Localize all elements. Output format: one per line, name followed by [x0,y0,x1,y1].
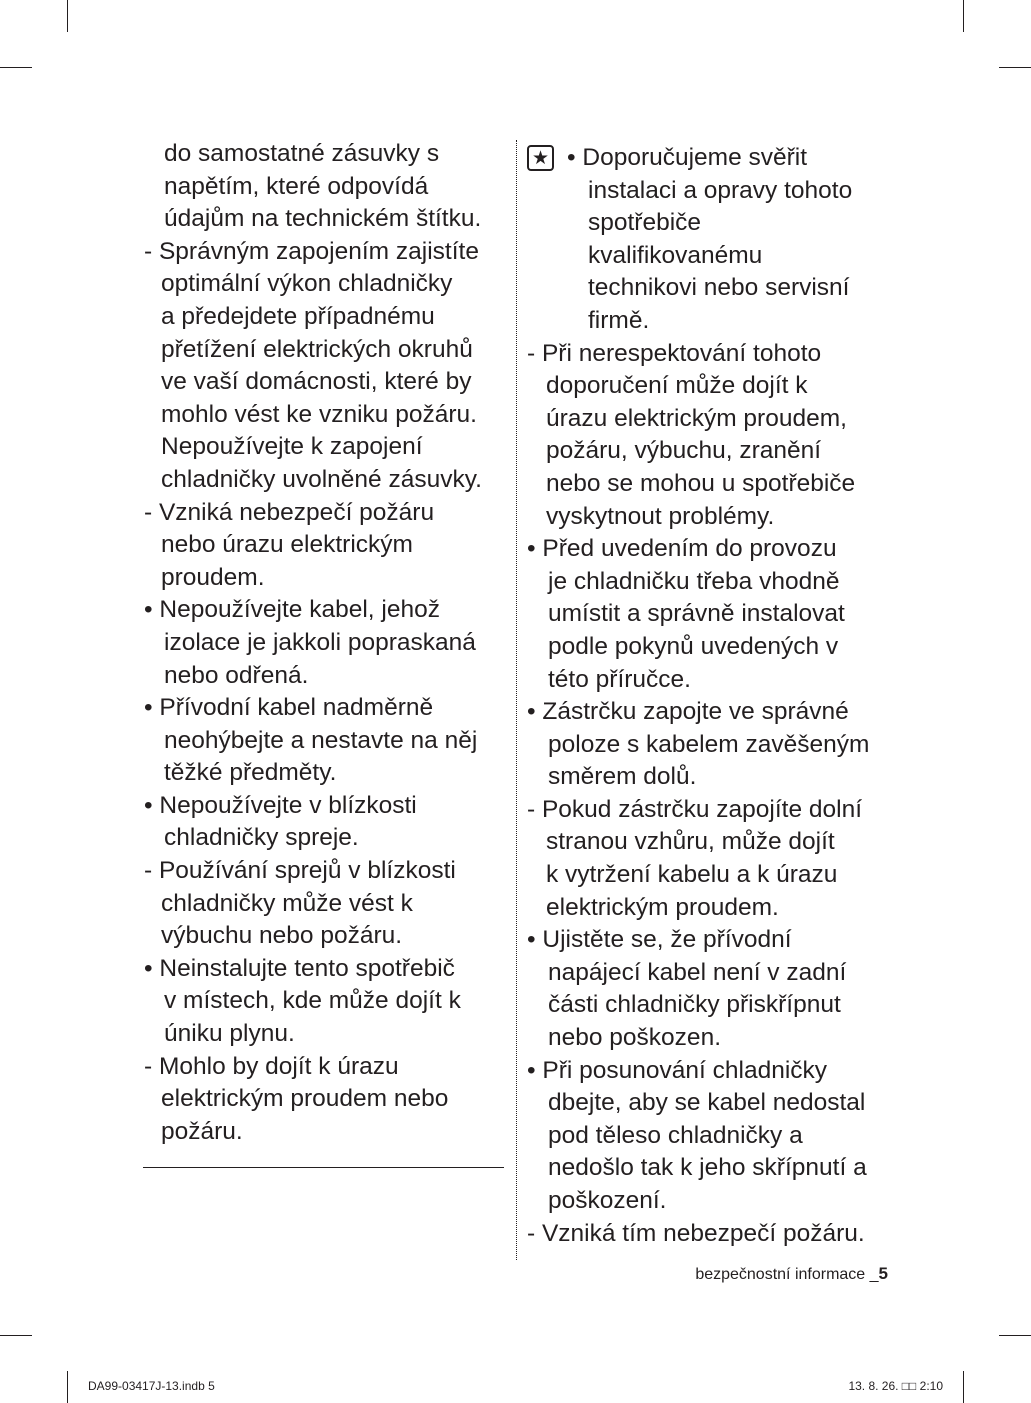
text-line: chladničky může vést k [161,889,413,917]
dash-item: - Při nerespektování tohoto [527,339,822,367]
text-line: kvalifikovanému [588,241,763,269]
text-line: neohýbejte a nestavte na něj [164,726,478,754]
text-line: doporučení může dojít k [546,372,808,400]
text-line: výbuchu nebo požáru. [161,922,403,950]
text-line: chladničky uvolněné zásuvky. [161,465,482,493]
dash-item: - Vzniká nebezpečí požáru [144,498,435,526]
text-line: do samostatné zásuvky s [164,140,440,167]
bullet-item: • Ujistěte se, že přívodní [527,926,792,954]
text-line: těžké předměty. [164,759,337,787]
dash-item: - Pokud zástrčku zapojíte dolní [527,795,863,823]
text-line: poloze s kabelem zavěšeným [548,730,870,758]
text-line: k vytržení kabelu a k úrazu [546,861,838,889]
bullet-item: • Přívodní kabel nadměrně [144,694,434,722]
crop-mark [999,1335,1031,1336]
text-line: této příručce. [548,665,691,693]
dash-item: - Používání sprejů v blízkosti [144,857,456,885]
crop-mark [963,1371,964,1403]
text-line: napájecí kabel není v zadní [548,958,847,986]
dash-item: - Mohlo by dojít k úrazu [144,1052,399,1080]
text-line: chladničky spreje. [164,824,359,852]
text-line: izolace je jakkoli popraskaná [164,628,476,656]
text-line: části chladničky přiskřípnut [548,991,841,1019]
text-line: v místech, kde může dojít k [164,987,461,1015]
right-column [527,142,907,1250]
text-line: elektrickým proudem nebo [161,1085,449,1113]
text-line: pod těleso chladničky a [548,1121,803,1149]
page-footer [695,1264,888,1284]
text-line: nebo poškozen. [548,1024,721,1052]
text-line: Nepoužívejte k zapojení [161,433,423,461]
crop-mark [0,67,32,68]
page-number: 5 [878,1264,888,1283]
text-line: instalaci a opravy tohoto [588,176,853,204]
star-icon: ★ [527,145,554,171]
text-line: směrem dolů. [548,763,697,791]
column-separator [516,140,517,1260]
text-line: stranou vzhůru, může dojít [546,828,835,856]
dash-item: - Vzniká tím nebezpečí požáru. [527,1219,865,1247]
crop-mark [67,0,68,32]
bullet-item: • Zástrčku zapojte ve správné [527,698,849,726]
text-line: dbejte, aby se kabel nedostal [548,1089,866,1117]
text-line: nebo úrazu elektrickým [161,531,413,559]
text-line: optimální výkon chladničky [161,270,453,298]
text-line: umístit a správně instalovat [548,600,845,628]
text-line: požáru, výbuchu, zranění [546,437,822,465]
crop-mark [67,1371,68,1403]
text-line: spotřebiče [588,209,702,237]
bullet-item: • Nepoužívejte v blízkosti [144,791,417,819]
column-end-divider [143,1167,504,1168]
text-line: úrazu elektrickým proudem, [546,404,847,432]
bullet-item [527,142,907,175]
text-line: elektrickým proudem. [546,893,779,921]
text-line: poškození. [548,1187,667,1214]
crop-mark [999,67,1031,68]
text-line: a předejdete případnému [161,302,435,330]
dash-item: - Správným zapojením zajistíte [144,237,479,265]
text-line: je chladničku třeba vhodně [548,567,840,595]
text-line: napětím, které odpovídá [164,172,429,200]
text-line: proudem. [161,563,265,591]
text-line: ve vaší domácnosti, které by [161,368,472,396]
text-line: nedošlo tak k jeho skřípnutí a [548,1154,867,1182]
bullet-item: • Neinstalujte tento spotřebič [144,954,455,982]
text-line: nebo odřená. [164,661,309,689]
section-label: bezpečnostní informace _ [695,1266,879,1283]
print-file-info: DA99-03417J-13.indb 5 [88,1379,215,1393]
text-line: přetížení elektrických okruhů [161,335,473,363]
bullet-item: • Při posunování chladničky [527,1056,828,1084]
text-line: požáru. [161,1117,243,1145]
text-line: nebo se mohou u spotřebiče [546,469,856,497]
crop-mark [963,0,964,32]
text-line: firmě. [588,306,650,334]
text-line: vyskytnout problémy. [546,502,775,530]
text-line: technikovi nebo servisní [588,274,850,302]
left-column [144,138,514,1148]
text-line: údajům na technickém štítku. [164,205,482,233]
text-line: podle pokynů uvedených v [548,632,839,660]
text-line: mohlo vést ke vzniku požáru. [161,400,477,428]
bullet-item: • Před uvedením do provozu [527,535,837,563]
crop-mark [0,1335,32,1336]
print-timestamp: 13. 8. 26. □□ 2:10 [848,1379,943,1393]
text-line: úniku plynu. [164,1020,295,1048]
bullet-item: • Nepoužívejte kabel, jehož [144,596,440,624]
bullet-text: • Doporučujeme svěřit [567,144,808,171]
